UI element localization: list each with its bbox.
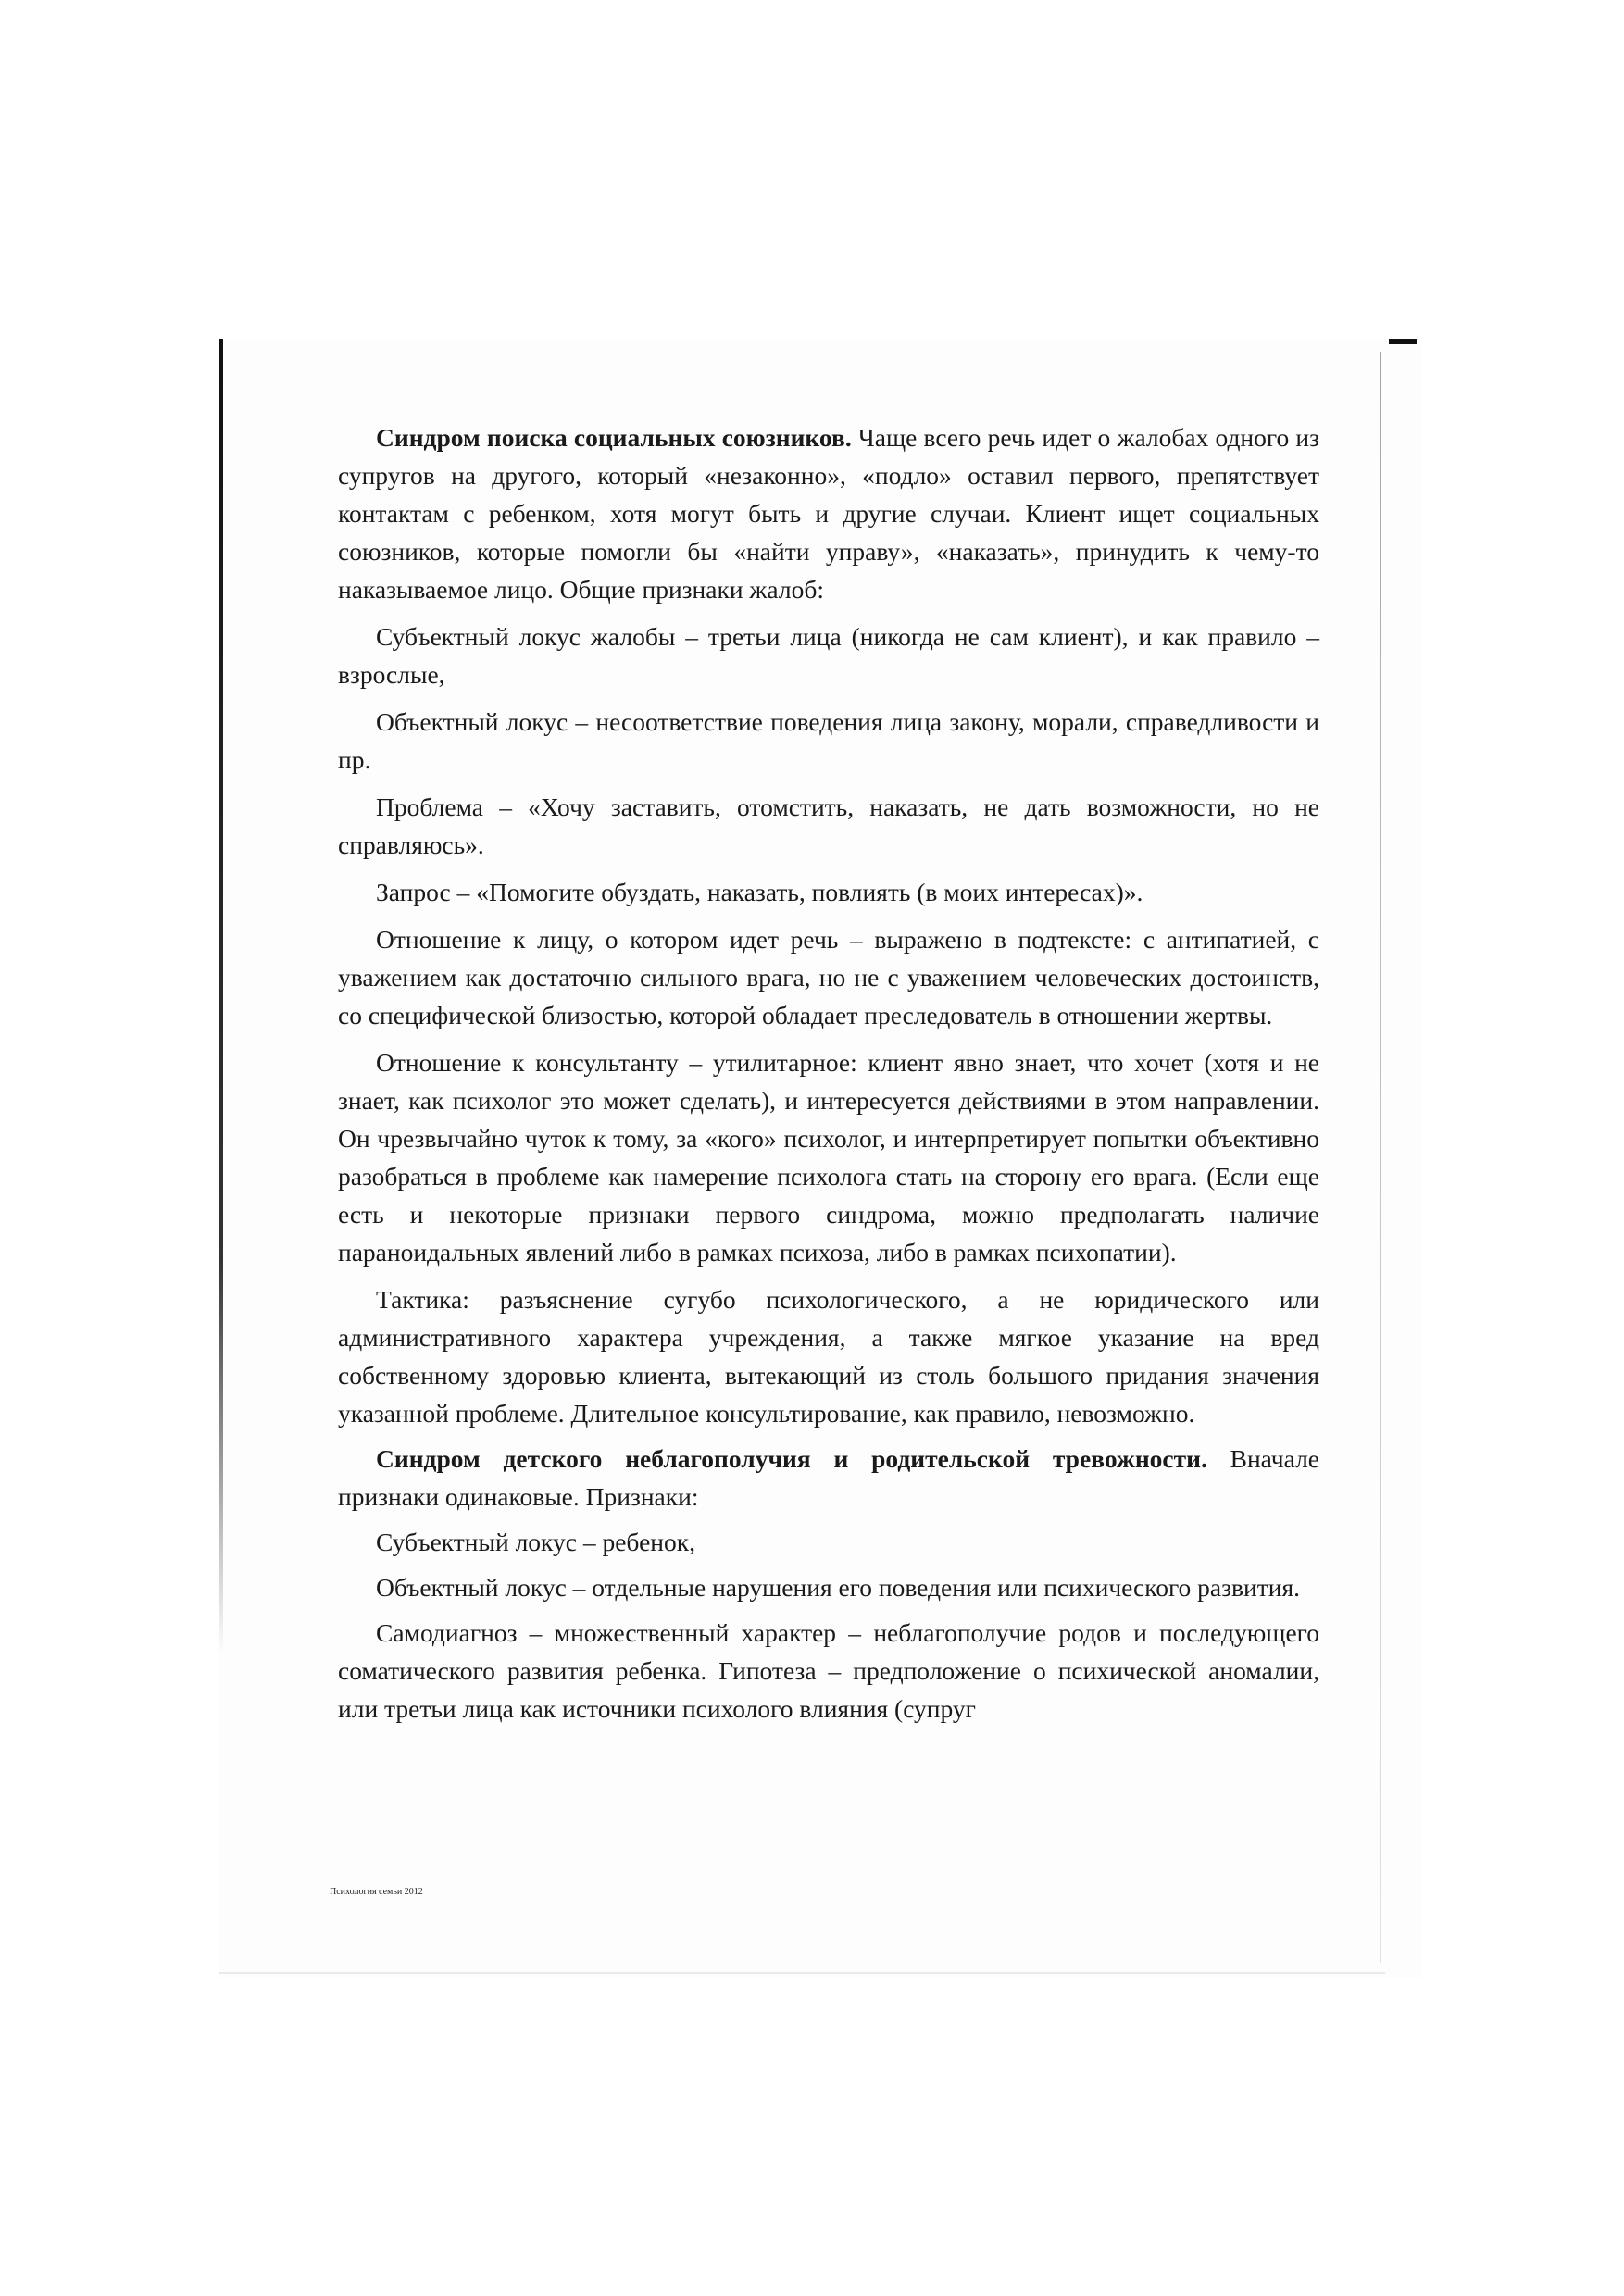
section-heading: Синдром поиска социальных союзников. — [376, 423, 852, 452]
paragraph: Отношение к лицу, о котором идет речь – выражено в подтексте: с антипатией, с уважением как достаточно сильного врага, но не с уважением человеческих достоинств, со специфической близостью, которой обладает преследователь в отношении жертвы. — [338, 925, 1319, 1029]
scan-edge-left — [219, 339, 223, 1653]
paragraph: Объектный локус – несоответствие поведения лица закону, морали, справедливости и пр. — [338, 707, 1319, 774]
page-footer: Психология семьи 2012 — [330, 1887, 423, 1897]
scan-edge-right — [1380, 352, 1381, 1963]
body-text — [338, 418, 1319, 1735]
paragraph: Запрос – «Помогите обуздать, наказать, повлиять (в моих интересах)». — [376, 878, 1143, 906]
scan-edge-top-right — [1389, 339, 1417, 344]
scan-edge-bottom — [219, 1972, 1385, 1974]
paragraph: Самодиагноз – множественный характер – неблагополучие родов и последующего соматического развития ребенка. Гипотеза – предположение о психической аномалии, или третьи лица как источники психолого влияния (супруг — [338, 1618, 1319, 1723]
paragraph: Субъектный локус жалобы – третьи лица (никогда не сам клиент), и как правило – взрослые, — [338, 622, 1319, 689]
paragraph: Отношение к консультанту – утилитарное: клиент явно знает, что хочет (хотя и не знает, как психолог это может сделать), и интересуется действиями в этом направлении. Он чрезвычайно чуток к тому, за «кого» психолог, и интерпретирует попытки объективно разобраться в проблеме как намерение психолога стать на сторону его врага. (Если еще есть и некоторые признаки первого синдрома, можно предполагать наличие параноидальных явлений либо в рамках психоза, либо в рамках психопатии). — [338, 1048, 1319, 1267]
paragraph-child-distress: Синдром детского неблагополучия и родительской тревожности. Вначале признаки одинаковые. Признаки: — [338, 1444, 1319, 1511]
section-heading: Синдром детского неблагополучия и родительской тревожности. — [376, 1444, 1207, 1473]
paragraph: Объектный локус – отдельные нарушения его поведения или психического развития. — [376, 1573, 1300, 1602]
paragraph: Тактика: разъяснение сугубо психологического, а не юридического или административного характера учреждения, а также мягкое указание на вред собственному здоровью клиента, вытекающий из столь большого придания значения указанной проблеме. Длительное консультирование, как правило, невозможно. — [338, 1285, 1319, 1428]
paragraph: Субъектный локус – ребенок, — [376, 1528, 695, 1556]
paragraph: Проблема – «Хочу заставить, отомстить, наказать, не дать возможности, но не справляюсь». — [338, 792, 1319, 859]
paragraph-social-allies: Синдром поиска социальных союзников. Чаще всего речь идет о жалобах одного из супругов на другого, который «незаконно», «подло» оставил первого, препятствует контактам с ребенком, хотя могут быть и другие случаи. Клиент ищет социальных союзников, которые помогли бы «найти управу», «наказать», принудить к чему-то наказываемое лицо. Общие признаки жалоб: — [338, 423, 1319, 604]
